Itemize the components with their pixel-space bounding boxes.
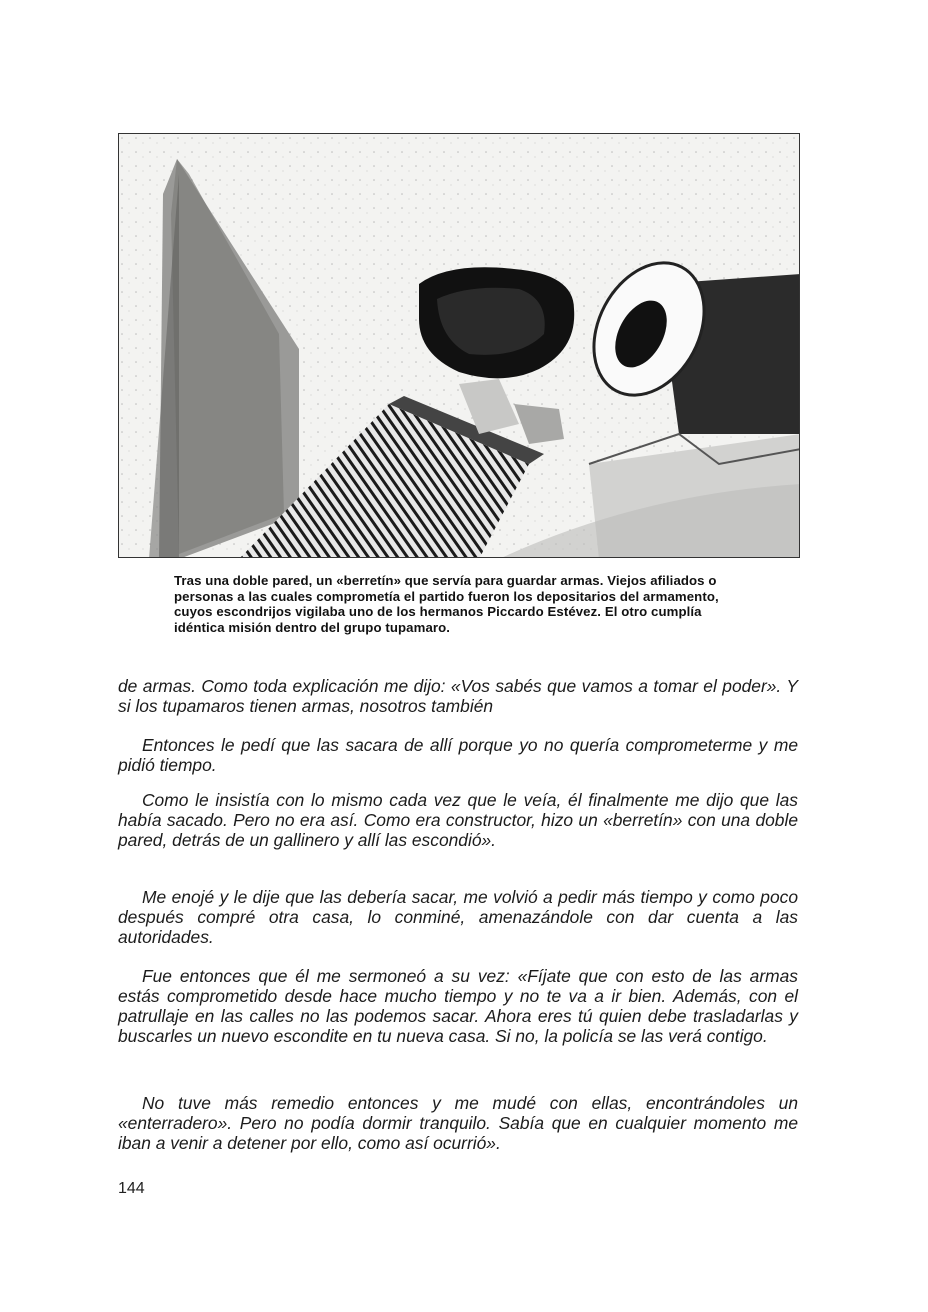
paragraph-1: de armas. Como toda explicación me dijo: «Vos sabés que vamos a tomar el poder». Y si los tupamaros tienen armas, nosotros también bbox=[118, 676, 798, 716]
paragraph-2: Entonces le pedí que las sacara de allí porque yo no quería comprometerme y me pidió tiempo. bbox=[118, 735, 798, 775]
photograph bbox=[118, 133, 800, 558]
paragraph-3: Como le insistía con lo mismo cada vez que le veía, él finalmente me dijo que las había sacado. Pero no era así. Como era constructor, hizo un «berretín» con una doble pared, detrás de un gallinero y allí las escondió». bbox=[118, 790, 798, 850]
photograph-icon bbox=[119, 134, 800, 558]
page-number: 144 bbox=[118, 1180, 145, 1197]
paragraph-5: Fue entonces que él me sermoneó a su vez: «Fíjate que con esto de las armas estás comprometido desde hace mucho tiempo y no te va a ir bien. Además, con el patrullaje en las calles no las podemos sacar. Ahora eres tú quien debe trasladarlas y buscarles un nuevo escondite en tu nueva casa. Si no, la policía se las verá contigo. bbox=[118, 966, 798, 1046]
paragraph-6: No tuve más remedio entonces y me mudé con ellas, encontrándoles un «enterradero». Pero no podía dormir tranquilo. Sabía que en cualquier momento me iban a venir a detener por ello, como así ocurrió». bbox=[118, 1093, 798, 1153]
photo-caption: Tras una doble pared, un «berretín» que servía para guardar armas. Viejos afiliados o personas a las cuales comprometía el partido fueron los depositarios del armamento, cuyos escondrijos vigilaba uno de los hermanos Piccardo Estévez. El otro cumplía idéntica misión dentro del grupo tupamaro. bbox=[174, 573, 719, 635]
paragraph-4: Me enojé y le dije que las debería sacar, me volvió a pedir más tiempo y como poco después compré otra casa, lo conminé, amenazándole con dar cuenta a las autoridades. bbox=[118, 887, 798, 947]
